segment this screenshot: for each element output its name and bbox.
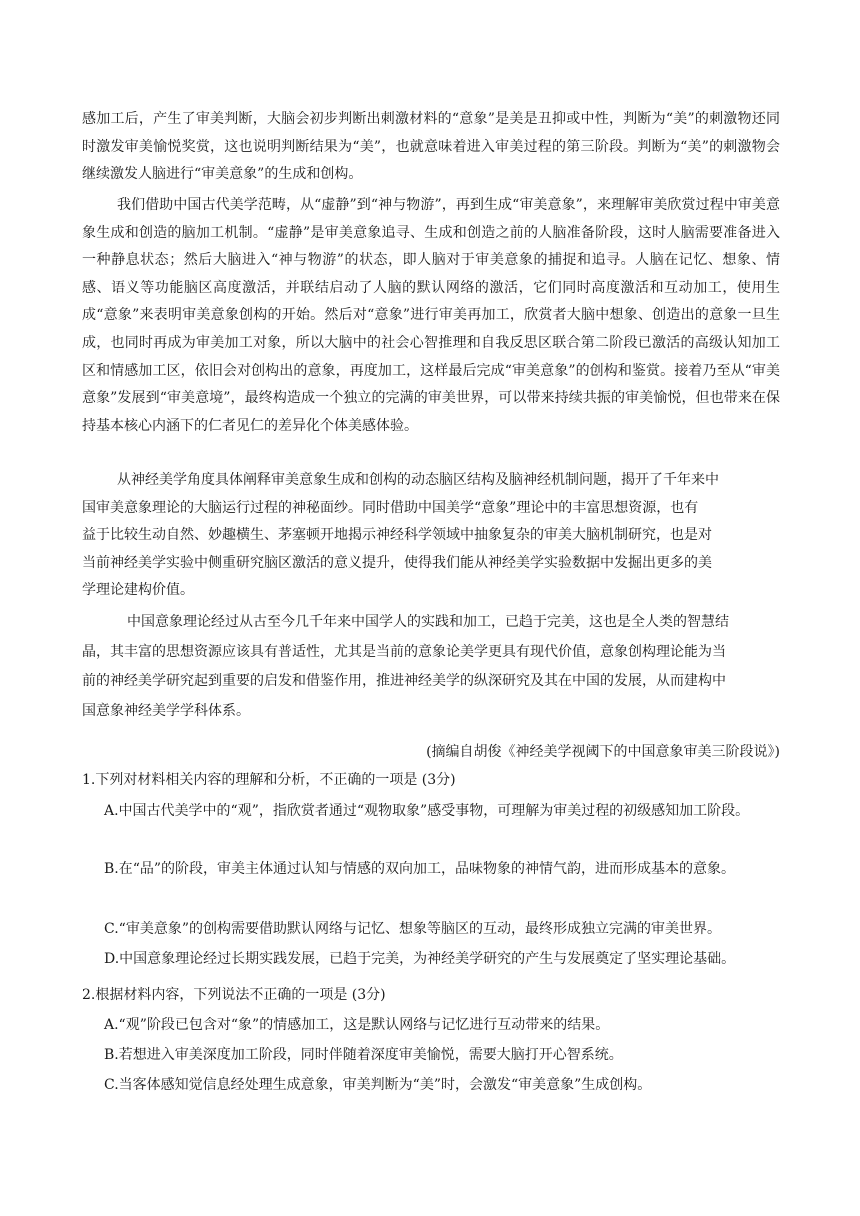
question-1-option-b: B.在“品”的阶段，审美主体通过认知与情感的双向加工，品味物象的神情气韵，进而形成基本的意象。 xyxy=(104,861,736,877)
question-1-option-d: D.中国意象理论经过长期实践发展，已趋于完美，为神经美学研究的产生与发展奠定了坚实理论基础。 xyxy=(104,951,736,967)
question-1-option-a: A.中国古代美学中的“观”，指欣赏者通过“观物取象”感受事物，可理解为审美过程的初级感知加工阶段。 xyxy=(104,803,750,819)
question-2-stem: 2.根据材料内容，下列说法不正确的一项是 (3分) xyxy=(82,987,386,1003)
passage-paragraph-1: 感加工后，产生了审美判断，大脑会初步判断出刺激材料的“意象”是美是丑抑或中性，判断为“美”的刺激物还同时激发审美愉悦奖赏，这也说明判断结果为“美”，也就意味着进入审美过程的第三阶段。判断为“美”的刺激物会继续激发人脑进行“审美意象”的生成和创构。 xyxy=(82,111,780,183)
question-2-option-a: A.“观”阶段已包含对“象”的情感加工，这是默认网络与记忆进行互动带来的结果。 xyxy=(104,1017,610,1033)
question-2-option-c: C.当客体感知觉信息经处理生成意象，审美判断为“美”时，会激发“审美意象”生成创构。 xyxy=(104,1077,652,1093)
passage-paragraph-3-line: 益于比较生动自然、妙趣横生、茅塞顿开地揭示神经科学领域中抽象复杂的审美大脑机制研究，也是对 xyxy=(82,527,712,544)
source-citation: (摘编自胡俊《神经美学视阈下的中国意象审美三阶段说》) xyxy=(426,744,780,760)
passage-paragraph-4-line: 中国意象理论经过从古至今几千年来中国学人的实践和加工，已趋于完美，这也是全人类的智慧结 xyxy=(127,614,729,630)
passage-paragraph-3-line: 学理论建构价值。 xyxy=(82,582,194,599)
passage-paragraph-3-line: 从神经美学角度具体阐释审美意象生成和创构的动态脑区结构及脑神经机制问题，揭开了千年来中 xyxy=(117,472,719,488)
passage-paragraph-3-line: 国审美意象理论的大脑运行过程的神秘面纱。同时借助中国美学“意象”理论中的丰富思想资源，也有 xyxy=(82,499,699,516)
passage-paragraph-3-line: 当前神经美学实验中侧重研究脑区激活的意义提升，使得我们能从神经美学实验数据中发掘出更多的美 xyxy=(82,554,712,571)
passage-paragraph-2: 我们借助中国古代美学范畴，从“虚静”到“神与物游”，再到生成“审美意象”，来理解审美欣赏过程中审美意象生成和创造的脑加工机制。“虚静”是审美意象追寻、生成和创造之前的人脑准备阶段，这时人脑需要准备进入一种静息状态；然后大脑进入“神与物游”的状态，即人脑对于审美意象的捕捉和追寻。人脑在记忆、想象、情感、语义等功能脑区高度激活，并联结启动了人脑的默认网络的激活，它们同时高度激活和互动加工，使用生成“意象”来表明审美意象创构的开始。然后对“意象”进行审美再加工，欣赏者大脑中想象、创造出的意象一旦生成，也同时再成为审美加工对象，所以大脑中的社会心智推理和自我反思区联合第二阶段已激活的高级认知加工区和情感加工区，依旧会对创构出的意象，再度加工，这样最后完成“审美意象”的创构和鉴赏。接着乃至从“审美意象”发展到“审美意境”，最终构造成一个独立的完满的审美世界，可以带来持续共振的审美愉悦，但也带来在保持基本核心内涵下的仁者见仁的差异化个体美感体验。 xyxy=(82,197,780,434)
passage-paragraph-4-line: 国意象神经美学学科体系。 xyxy=(82,702,250,719)
question-1-stem: 1.下列对材料相关内容的理解和分析，不正确的一项是 (3分) xyxy=(82,772,456,788)
passage-paragraph-4-line: 晶，其丰富的思想资源应该具有普适性，尤其是当前的意象论美学更具有现代价值，意象创构理论能为当 xyxy=(82,643,726,660)
passage-paragraph-4-line: 前的神经美学研究起到重要的启发和借鉴作用，推进神经美学的纵深研究及其在中国的发展，从而建构中 xyxy=(82,673,726,689)
passage-paragraph-4 xyxy=(82,608,780,726)
question-1-option-c: C.“审美意象”的创构需要借助默认网络与记忆、想象等脑区的互动，最终形成独立完满的审美世界。 xyxy=(104,921,721,937)
passage-paragraph-3 xyxy=(82,467,780,605)
question-2-option-b: B.若想进入审美深度加工阶段，同时伴随着深度审美愉悦，需要大脑打开心智系统。 xyxy=(104,1047,623,1063)
